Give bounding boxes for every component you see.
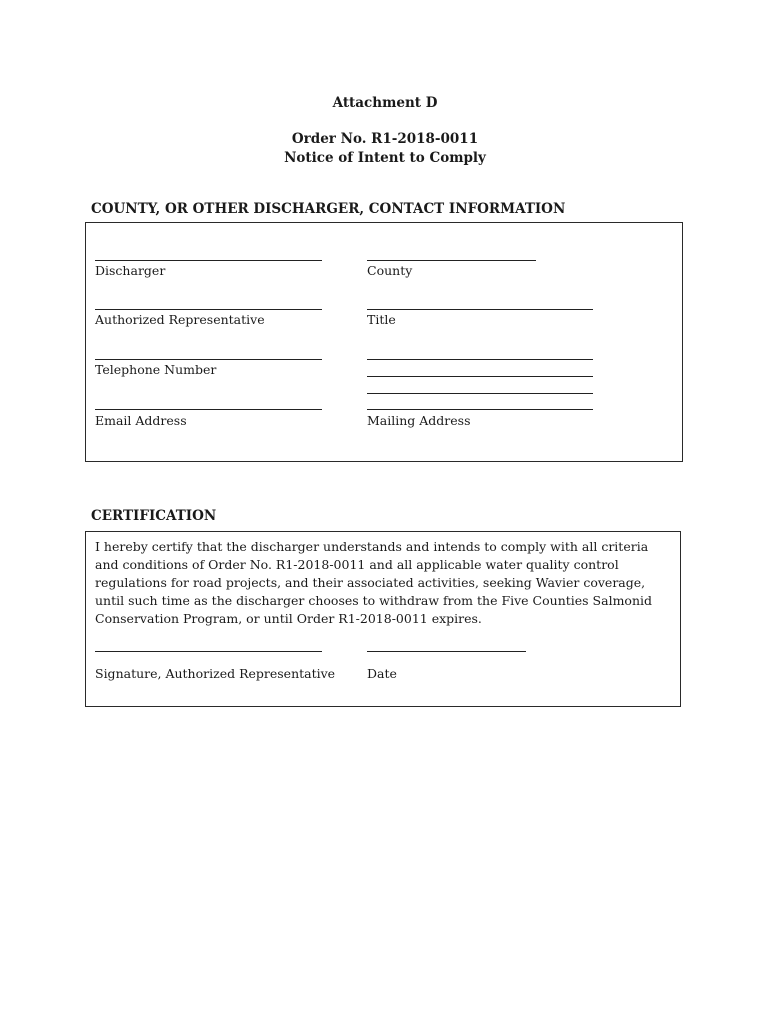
telephone-field[interactable] — [95, 359, 322, 360]
attachment-title: Attachment D — [332, 95, 438, 111]
discharger-label: Discharger — [95, 263, 166, 278]
document-subtitle: Notice of Intent to Comply — [284, 150, 486, 166]
signature-label: Signature, Authorized Representative — [95, 666, 336, 681]
certification-title: CERTIFICATION — [91, 508, 217, 524]
county-label: County — [367, 263, 413, 278]
signature-field[interactable] — [95, 651, 322, 652]
county-field[interactable] — [367, 260, 536, 261]
order-number: Order No. R1-2018-0011 — [291, 131, 479, 147]
date-label: Date — [367, 666, 397, 681]
mailing-address-line-1[interactable] — [367, 359, 593, 360]
date-field[interactable] — [367, 651, 526, 652]
authorized-rep-label: Authorized Representative — [95, 312, 265, 327]
mailing-address-line-2[interactable] — [367, 376, 593, 377]
title-field[interactable] — [367, 309, 593, 310]
authorized-rep-field[interactable] — [95, 309, 322, 310]
discharger-field[interactable] — [95, 260, 322, 261]
telephone-label: Telephone Number — [95, 362, 217, 377]
email-field[interactable] — [95, 409, 322, 410]
certification-text: I hereby certify that the discharger understands and intends to comply with all criteria and conditions of Order No. R1-2018-0011 and all applicable water quality control regulations for road projects, and their associated activities, seeking Wavier coverage, until such time as the discharger chooses to withdraw from the Five Counties Salmonid Conservation Program, or until Order R1-2018-0011 expires. — [95, 539, 652, 626]
title-label: Title — [367, 312, 396, 327]
mailing-address-line-3[interactable] — [367, 393, 593, 394]
contact-section-title: COUNTY, OR OTHER DISCHARGER, CONTACT INFORMATION — [91, 201, 566, 217]
mailing-address-label: Mailing Address — [367, 413, 471, 428]
email-label: Email Address — [95, 413, 187, 428]
mailing-address-line-4[interactable] — [367, 409, 593, 410]
